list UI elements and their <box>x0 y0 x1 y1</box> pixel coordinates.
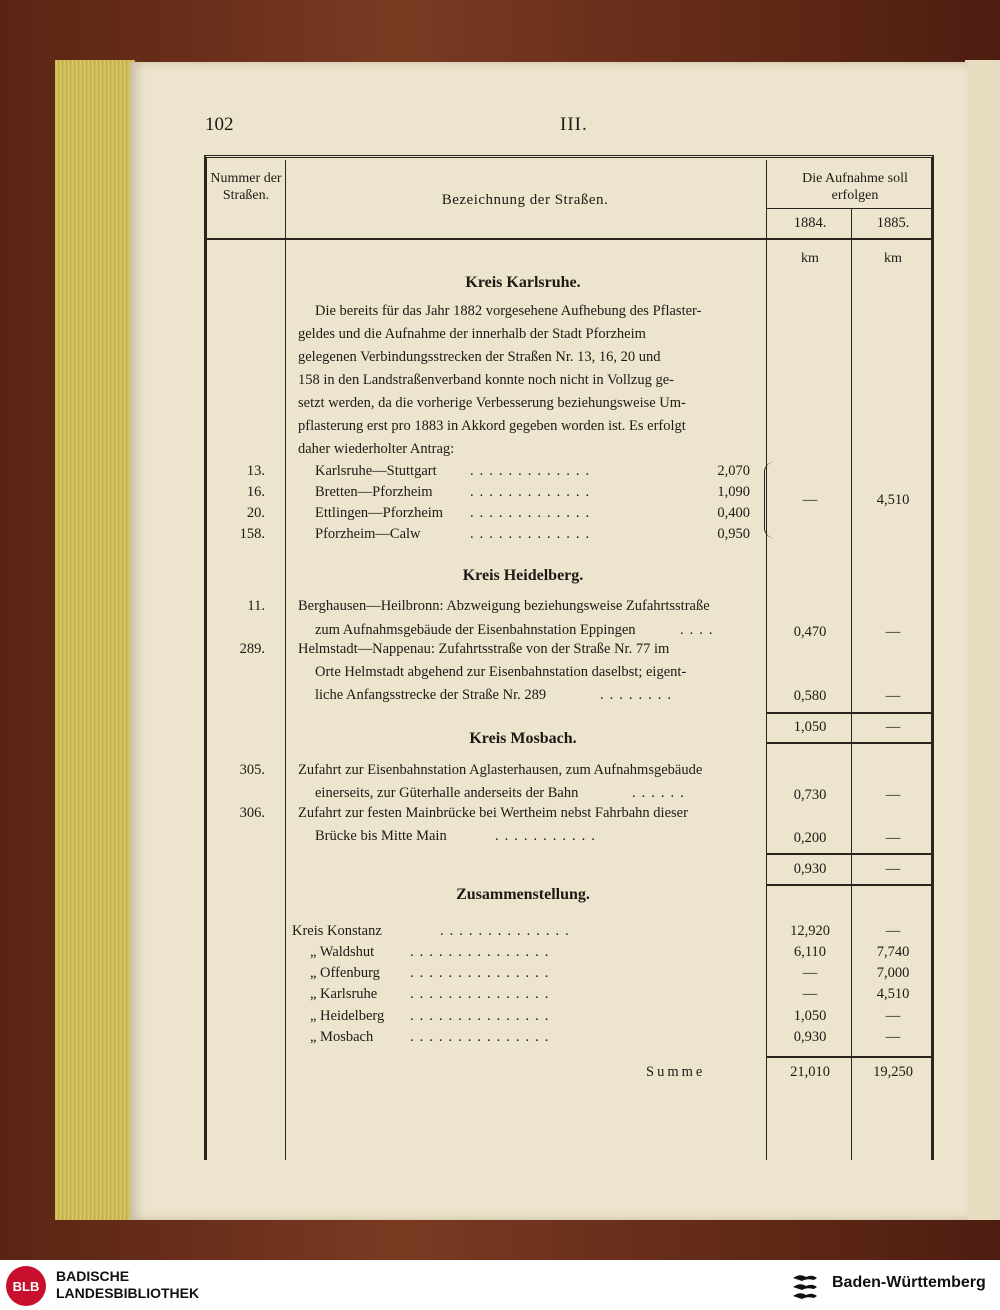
karlsruhe-para-line-6: pflasterung erst pro 1883 in Akkord gegeben worden ist. Es erfolgt <box>298 418 686 434</box>
summary-row-3-1884: — <box>802 965 818 981</box>
karlsruhe-row-3-km: 0,400 <box>717 505 750 521</box>
summary-row-6-label: „ Mosbach <box>310 1029 374 1045</box>
karlsruhe-para-line-5: setzt werden, da die vorherige Verbesserung beziehungsweise Um- <box>298 395 686 411</box>
summary-row-1-1884: 12,920 <box>790 923 830 939</box>
mosbach-row-1-line-1: Zufahrt zur Eisenbahnstation Aglasterhausen, zum Aufnahmsgebäude <box>298 762 703 778</box>
karlsruhe-para-line-1: Die bereits für das Jahr 1882 vorgesehene Aufhebung des Pflaster- <box>315 303 702 319</box>
chapter-number: III. <box>560 114 588 135</box>
summary-row-3-label: „ Offenburg <box>310 965 380 981</box>
unit-km-1885: km <box>884 251 902 266</box>
lions-coat-of-arms-icon <box>790 1272 820 1300</box>
heidelberg-row-2-dots: ........ <box>600 687 677 703</box>
header-year-1885: 1885. <box>876 215 910 231</box>
summary-row-6-dots: ............... <box>410 1029 555 1045</box>
heidelberg-row-1-1884: 0,470 <box>793 624 827 640</box>
summary-row-1-1885: — <box>885 923 901 939</box>
unit-km-1884: km <box>801 251 819 266</box>
rule-sum-top <box>766 1056 934 1058</box>
summary-row-3-1885: 7,000 <box>876 965 910 981</box>
col-divider-name <box>766 160 767 1160</box>
summary-row-1-dots: .............. <box>440 923 575 939</box>
rule-heidelberg-total-bottom <box>766 742 934 744</box>
summary-row-5-label: „ Heidelberg <box>310 1008 385 1024</box>
karlsruhe-row-1-dots: ............. <box>470 463 596 479</box>
summary-row-5-1884: 1,050 <box>793 1008 827 1024</box>
karlsruhe-para-line-3: gelegenen Verbindungsstrecken der Straßen Nr. 13, 16, 20 und <box>298 349 661 365</box>
page-number: 102 <box>205 114 234 135</box>
mosbach-row-2-nr: 306. <box>239 805 265 821</box>
mosbach-row-1-nr: 305. <box>239 762 265 778</box>
heidelberg-total-1885: — <box>885 719 901 735</box>
heidelberg-row-1-nr: 11. <box>247 598 265 614</box>
heidelberg-row-2-nr: 289. <box>239 641 265 657</box>
summary-row-3-dots: ............... <box>410 965 555 981</box>
header-name: Bezeichnung der Straßen. <box>441 192 609 208</box>
heidelberg-row-2-1884: 0,580 <box>793 688 827 704</box>
karlsruhe-row-4-name: Pforzheim—Calw <box>315 526 421 542</box>
library-name-line-1: BADISCHE <box>56 1268 130 1284</box>
karlsruhe-row-4-nr: 158. <box>239 526 265 542</box>
karlsruhe-row-3-name: Ettlingen—Pforzheim <box>315 505 444 521</box>
summary-row-2-1884: 6,110 <box>793 944 827 960</box>
mosbach-row-1-1884: 0,730 <box>793 787 827 803</box>
header-number: Nummer der Straßen. <box>210 171 282 203</box>
heidelberg-row-1-1885: — <box>885 624 901 640</box>
karlsruhe-row-2-nr: 16. <box>246 484 265 500</box>
mosbach-row-1-line-2: einerseits, zur Güterhalle anderseits der Bahn <box>315 785 579 801</box>
section-title-summary: Zusammenstellung. <box>456 886 590 903</box>
col-divider-years <box>851 208 852 1160</box>
summary-row-2-dots: ............... <box>410 944 555 960</box>
rule-mosbach-total-top <box>766 853 934 855</box>
section-title-mosbach: Kreis Mosbach. <box>469 730 577 747</box>
heidelberg-row-1-line-2: zum Aufnahmsgebäude der Eisenbahnstation Eppingen <box>315 622 636 638</box>
mosbach-row-1-dots: ...... <box>632 785 690 801</box>
rule-heidelberg-total-top <box>766 712 934 714</box>
karlsruhe-row-3-nr: 20. <box>246 505 265 521</box>
library-name[interactable] <box>56 1268 199 1302</box>
summary-row-6-1885: — <box>885 1029 901 1045</box>
karlsruhe-row-1-km: 2,070 <box>717 463 750 479</box>
mosbach-total-1884: 0,930 <box>793 861 827 877</box>
karlsruhe-row-3-dots: ............. <box>470 505 596 521</box>
karlsruhe-para-line-4: 158 in den Landstraßenverband konnte noch nicht in Vollzug ge- <box>298 372 674 388</box>
summary-row-5-dots: ............... <box>410 1008 555 1024</box>
summary-row-5-1885: — <box>885 1008 901 1024</box>
karlsruhe-para-line-2: geldes und die Aufnahme der innerhalb der Stadt Pforzheim <box>298 326 646 342</box>
summary-row-4-1885: 4,510 <box>876 986 910 1002</box>
mosbach-row-2-1885: — <box>885 830 901 846</box>
facing-page <box>965 60 1000 1220</box>
library-name-line-2: LANDESBIBLIOTHEK <box>56 1285 200 1301</box>
karlsruhe-row-4-km: 0,950 <box>717 526 750 542</box>
section-title-karlsruhe: Kreis Karlsruhe. <box>465 274 581 291</box>
col-divider-number <box>285 160 286 1160</box>
sum-label: Summe <box>646 1064 706 1080</box>
sum-1885: 19,250 <box>873 1064 913 1080</box>
karlsruhe-row-4-dots: ............. <box>470 526 596 542</box>
karlsruhe-total-1885: 4,510 <box>876 492 910 508</box>
karlsruhe-row-2-dots: ............. <box>470 484 596 500</box>
summary-row-6-1884: 0,930 <box>793 1029 827 1045</box>
mosbach-row-1-1885: — <box>885 787 901 803</box>
summary-row-4-dots: ............... <box>410 986 555 1002</box>
mosbach-total-1885: — <box>885 861 901 877</box>
blb-logo[interactable]: BLB <box>6 1266 46 1306</box>
heidelberg-total-1884: 1,050 <box>793 719 827 735</box>
karlsruhe-row-2-name: Bretten—Pforzheim <box>315 484 433 500</box>
heidelberg-row-2-line-2: Orte Helmstadt abgehend zur Eisenbahnstation daselbst; eigent- <box>315 664 687 680</box>
heidelberg-row-2-line-1: Helmstadt—Nappenau: Zufahrtsstraße von der Straße Nr. 77 im <box>298 641 670 657</box>
mosbach-row-2-dots: ........... <box>495 828 601 844</box>
page-edges <box>55 60 135 1220</box>
mosbach-row-2-line-2: Brücke bis Mitte Main <box>315 828 447 844</box>
heidelberg-row-2-line-3: liche Anfangsstrecke der Straße Nr. 289 <box>315 687 547 703</box>
summary-row-2-1885: 7,740 <box>876 944 910 960</box>
karlsruhe-row-1-nr: 13. <box>246 463 265 479</box>
mosbach-row-2-1884: 0,200 <box>793 830 827 846</box>
rule-mosbach-total-bottom <box>766 884 934 886</box>
sum-1884: 21,010 <box>790 1064 830 1080</box>
state-name[interactable]: Baden-Württemberg <box>832 1274 986 1291</box>
karlsruhe-para-line-7: daher wiederholter Antrag: <box>298 441 455 457</box>
heidelberg-row-1-dots: .... <box>680 622 719 638</box>
karlsruhe-row-1-name: Karlsruhe—Stuttgart <box>315 463 437 479</box>
summary-row-4-1884: — <box>802 986 818 1002</box>
heidelberg-row-1-line-1: Berghausen—Heilbronn: Abzweigung beziehungsweise Zufahrtsstraße <box>298 598 710 614</box>
karlsruhe-total-1884: — <box>802 492 818 508</box>
footer-bar <box>0 1260 1000 1310</box>
rule-header-bottom <box>207 238 934 240</box>
summary-row-1-label: Kreis Konstanz <box>292 923 382 939</box>
karlsruhe-row-2-km: 1,090 <box>717 484 750 500</box>
header-year-1884: 1884. <box>793 215 827 231</box>
heidelberg-row-2-1885: — <box>885 688 901 704</box>
rule-years-top <box>766 208 934 209</box>
summary-row-2-label: „ Waldshut <box>310 944 375 960</box>
mosbach-row-2-line-1: Zufahrt zur festen Mainbrücke bei Wertheim nebst Fahrbahn dieser <box>298 805 688 821</box>
summary-row-4-label: „ Karlsruhe <box>310 986 378 1002</box>
section-title-heidelberg: Kreis Heidelberg. <box>462 567 584 584</box>
header-intake: Die Aufnahme soll erfolgen <box>802 171 908 203</box>
